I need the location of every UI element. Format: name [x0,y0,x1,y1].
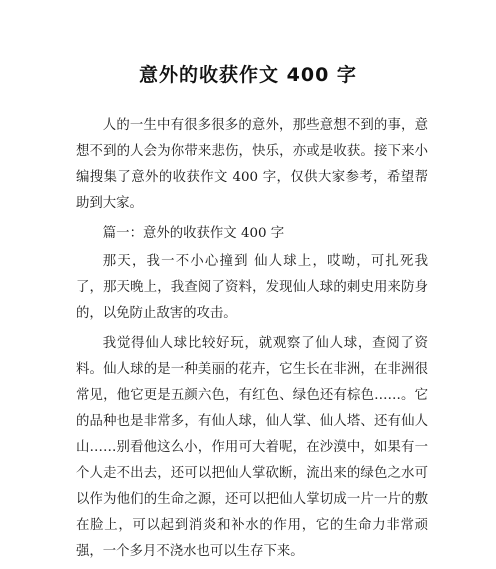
body-paragraph: 那天，我一不小心撞到 仙人球上，哎呦，可扎死我了，那天晚上，我查阅了资料，发现仙人球的刺史用来防身的，以免防止敌害的攻击。 [76,254,428,321]
body-paragraph: 我觉得仙人球比较好玩，就观察了仙人球，查阅了资料。仙人球的是一种美丽的花卉，它生长在非洲，在非洲很常见，他它更是五颜六色，有红色、绿色还有棕色……。它的品种也是非常多，有仙人球，仙人掌、仙人塔、还有仙人山……别看他这么小，作用可大着呢，在沙漠中，如果有一个人走不出去，还可以把仙人掌砍断，流出来的绿色之水可以作为他们的生命之源，还可以把仙人掌切成一片一片的敷在脸上，可以起到消炎和补水的作用，它的生命力非常顽强，一个多月不浇水也可以生存下来。 [76,336,428,559]
document-body [76,113,428,569]
section-heading: 篇一：意外的收获作文 400 字 [102,226,285,241]
document-title: 意外的收获作文 400 字 [139,64,357,86]
intro-paragraph: 人的一生中有很多很多的意外，那些意想不到的事，意想不到的人会为你带来悲伤，快乐，亦或是收获。接下来小编搜集了意外的收获作文 400 字，仅供大家参考，希望帮助到大家。 [76,118,428,211]
